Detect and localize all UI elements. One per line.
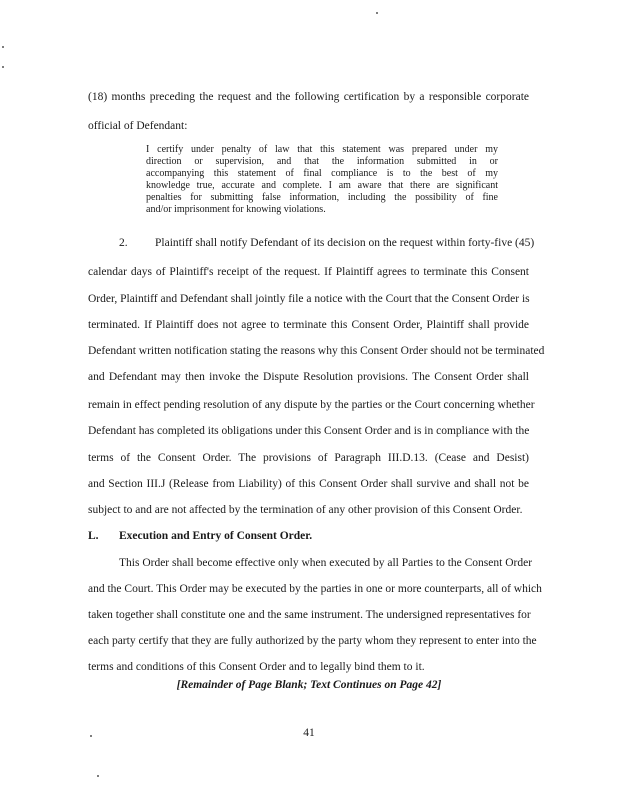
body-line: Order, Plaintiff and Defendant shall jointly file a notice with the Court that the Consent Order is [88, 293, 530, 305]
body-line: This Order shall become effective only when executed by all Parties to the Consent Order [119, 557, 533, 569]
body-line: and Section III.J (Release from Liability) of this Consent Order shall survive and shall not be [88, 478, 529, 490]
quote-line: penalties for submitting false information, including the possibility of fine [146, 192, 498, 203]
body-line: terms and conditions of this Consent Order and to legally bind them to it. [88, 661, 425, 673]
scan-speck [376, 12, 378, 14]
quote-line: knowledge true, accurate and complete. I am aware that there are significant [146, 180, 498, 191]
section-heading: Execution and Entry of Consent Order. [119, 530, 313, 542]
body-line: Defendant has completed its obligations under this Consent Order and is in compliance with the [88, 425, 530, 437]
remainder-note: [Remainder of Page Blank; Text Continues on Page 42] [176, 679, 442, 691]
body-line: calendar days of Plaintiff's receipt of the request. If Plaintiff agrees to terminate this Consent [88, 266, 529, 278]
scan-speck [2, 46, 4, 48]
body-line: and the Court. This Order may be executed by the parties in one or more counterparts, all of which [88, 583, 542, 595]
quote-line: I certify under penalty of law that this statement was prepared under my [146, 144, 498, 155]
section-letter: L. [88, 530, 99, 542]
scan-speck [97, 775, 99, 777]
body-line: Defendant written notification stating the reasons why this Consent Order should not be terminated [88, 345, 545, 357]
body-line: and Defendant may then invoke the Dispute Resolution provisions. The Consent Order shall [88, 371, 529, 383]
quote-line: accompanying this statement of final compliance is to the best of my [146, 168, 498, 179]
scan-speck [2, 66, 4, 68]
body-line: each party certify that they are fully authorized by the party whom they represent to enter into the [88, 635, 537, 647]
paragraph-number: 2. [119, 237, 128, 249]
quote-line: and/or imprisonment for knowing violations. [146, 204, 326, 215]
body-line: terminated. If Plaintiff does not agree to terminate this Consent Order, Plaintiff shall provide [88, 319, 529, 331]
body-line: remain in effect pending resolution of any dispute by the parties or the Court concerning whether [88, 399, 535, 411]
quote-line: direction or supervision, and that the information submitted in or [146, 156, 498, 167]
body-line: terms of the Consent Order. The provisions of Paragraph III.D.13. (Cease and Desist) [88, 452, 529, 464]
page-number: 41 [303, 727, 315, 739]
body-line: taken together shall constitute one and the same instrument. The undersigned representatives for [88, 609, 531, 621]
body-line: subject to and are not affected by the termination of any other provision of this Consent Order. [88, 504, 523, 516]
body-line: Plaintiff shall notify Defendant of its decision on the request within forty-five (45) [155, 237, 535, 249]
certification-quote [146, 144, 498, 216]
body-line: (18) months preceding the request and the following certification by a responsible corporate [88, 91, 529, 103]
body-line: official of Defendant: [88, 120, 188, 132]
